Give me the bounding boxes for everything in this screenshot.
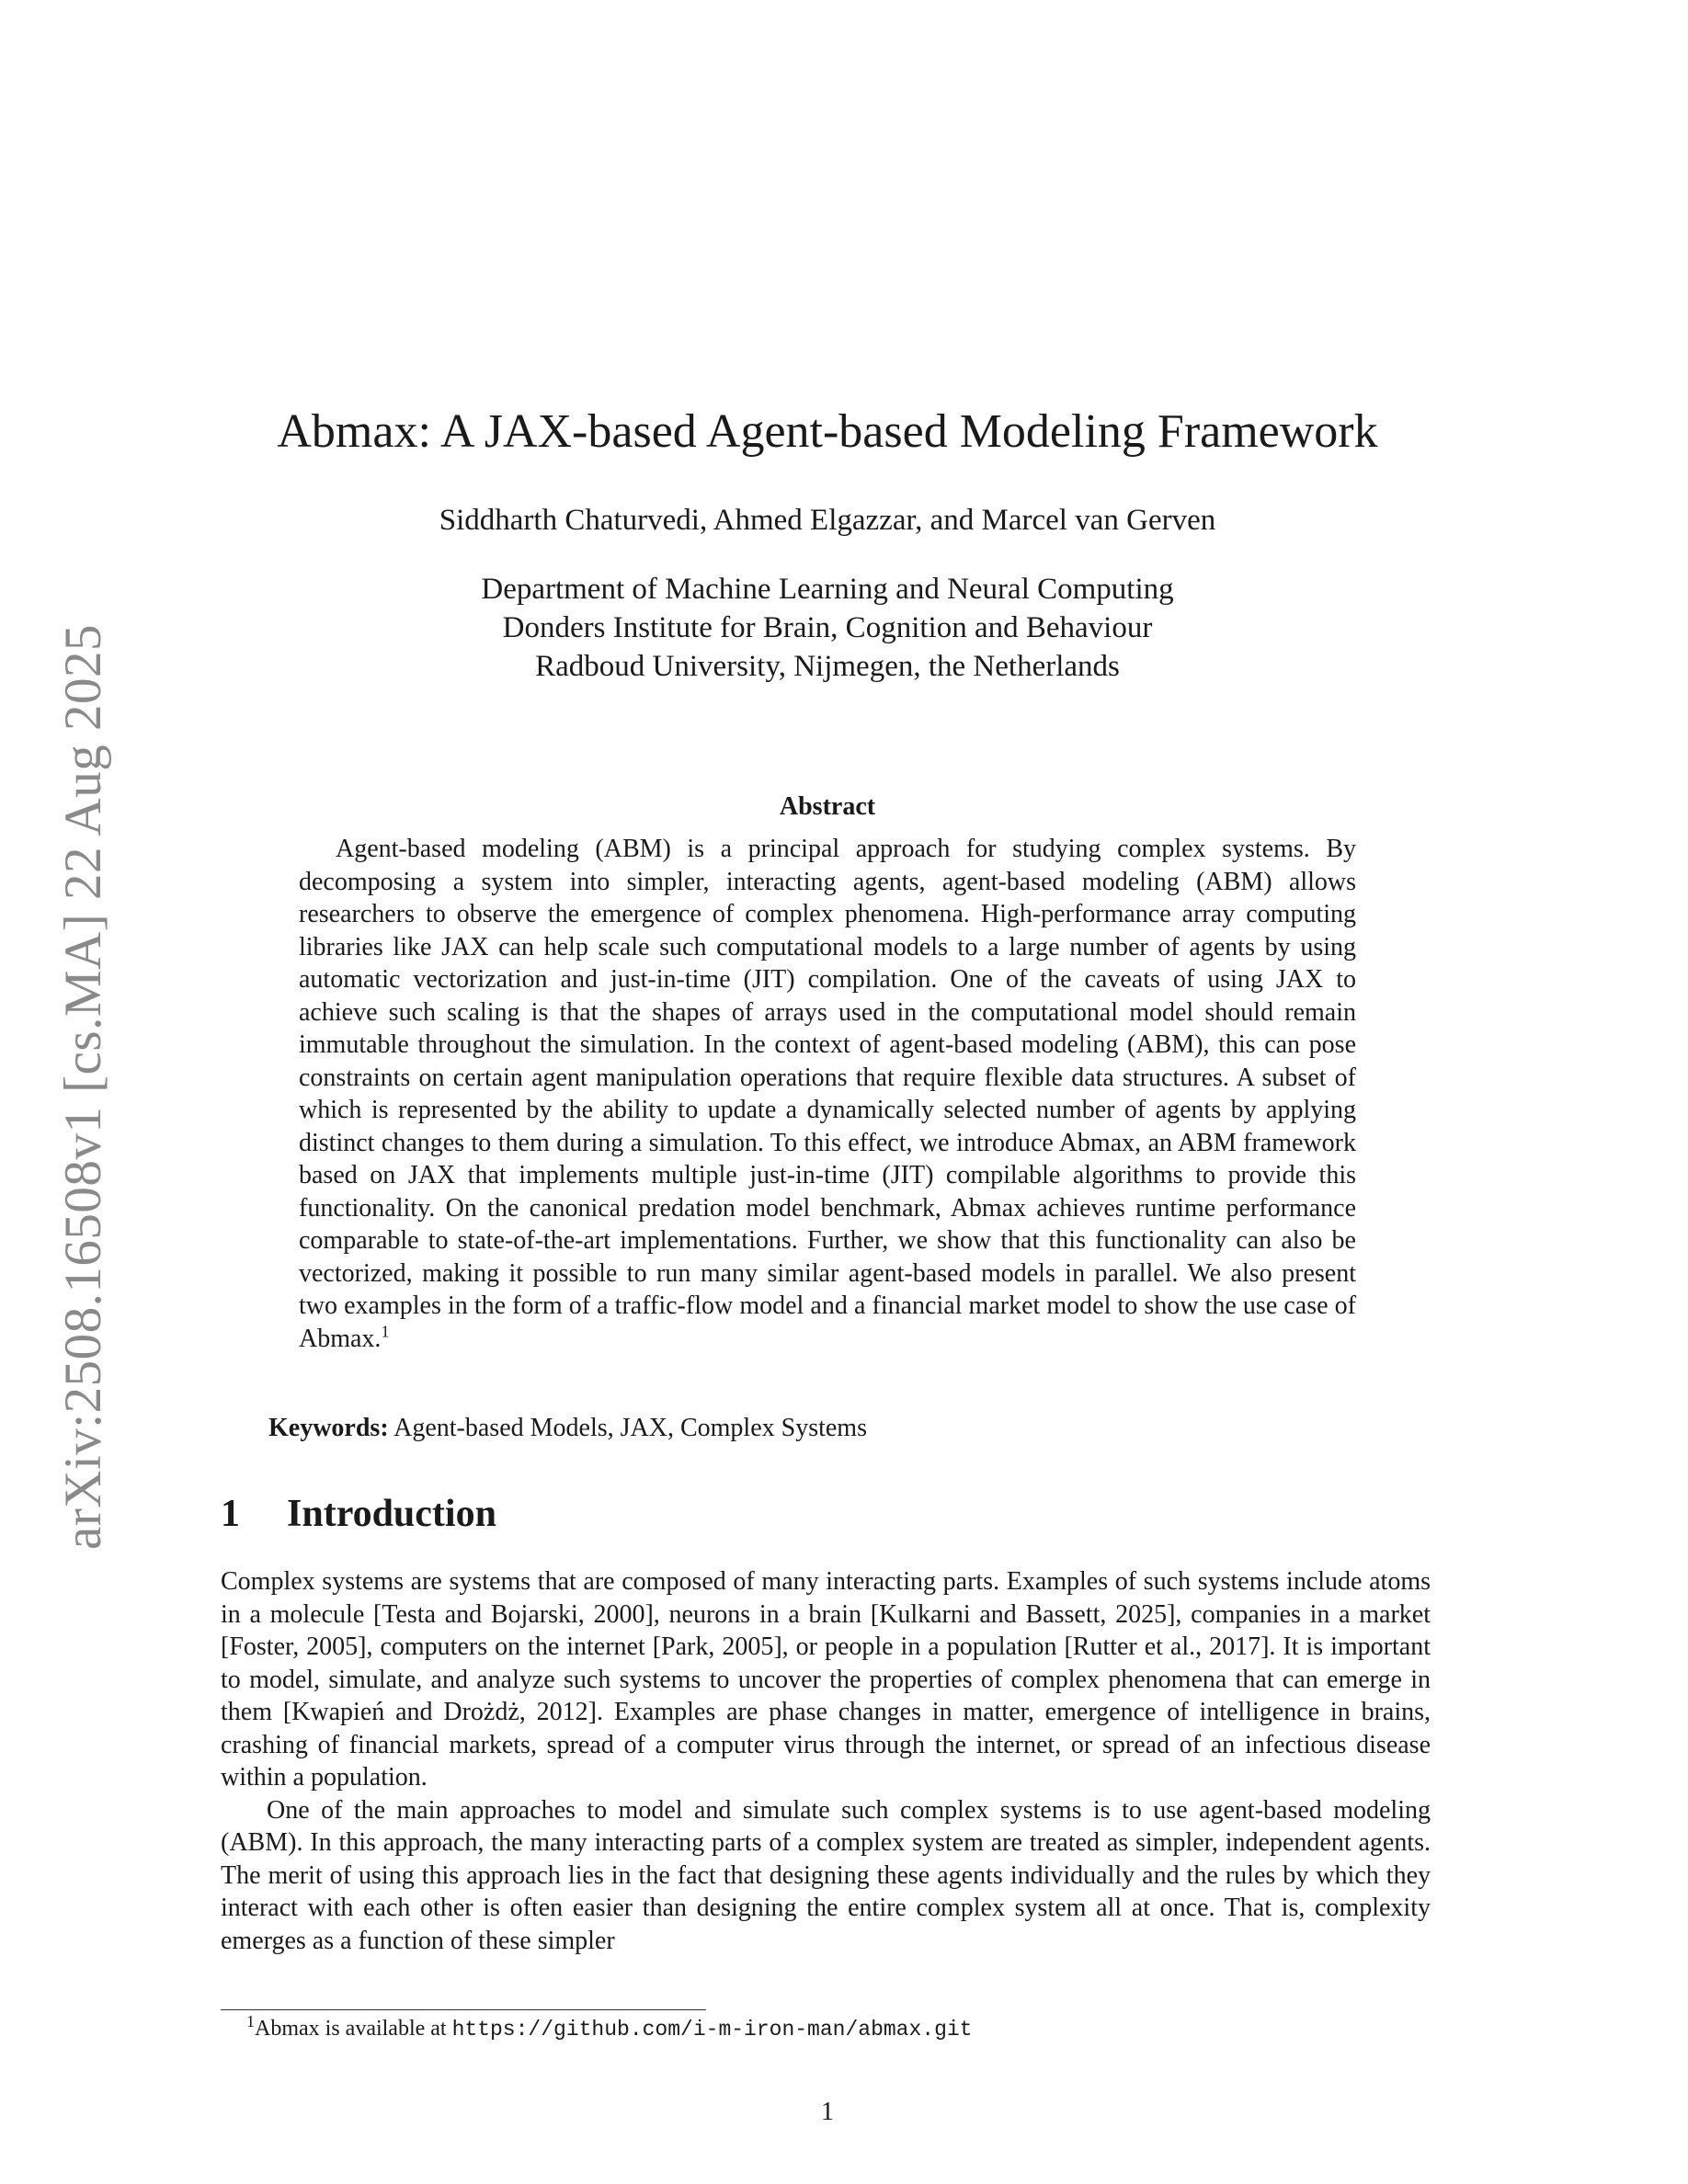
- arxiv-sidebar-stamp: [55, 593, 110, 1581]
- footnote-number: 1: [246, 2012, 255, 2030]
- footnote-rule: [221, 2009, 706, 2010]
- keywords-label: Keywords:: [268, 1414, 389, 1442]
- author-list: Siddharth Chaturvedi, Ahmed Elgazzar, and Marcel van Gerven: [439, 504, 1216, 537]
- page-number: 1: [821, 2098, 834, 2126]
- section-title: Introduction: [287, 1493, 496, 1535]
- footnote: [246, 2012, 973, 2042]
- paper-title: Abmax: A JAX-based Agent-based Modeling Framework: [277, 405, 1378, 458]
- repository-link[interactable]: https://github.com/i-m-iron-man/abmax.git: [451, 2018, 973, 2042]
- abstract-body: Agent-based modeling (ABM) is a principal approach for studying complex systems. By decomposing a system into simpler, interacting agents, agent-based modeling (ABM) allows researchers to observe the emergence of complex phenomena. High-performance array computing libraries like JAX can help scale such computational models to a large number of agents by using automatic vectorization and just-in-time (JIT) compilation. One of the caveats of using JAX to achieve such scaling is that the shapes of arrays used in the computational model should remain immutable throughout the simulation. In the context of agent-based modeling (ABM), this can pose constraints on certain agent manipulation operations that require flexible data structures. A subset of which is represented by the ability to update a dynamically selected number of agents by applying distinct changes to them during a simulation. To this effect, we introduce Abmax, an ABM framework based on JAX that implements multiple just-in-time (JIT) compilable algorithms to provide this functionality. On the canonical predation model benchmark, Abmax achieves runtime performance comparable to state-of-the-art implementations. Further, we show that this functionality can also be vectorized, making it possible to run many similar agent-based models in parallel. We also present two examples in the form of a traffic-flow model and a financial market model to show the use case of Abmax.: [299, 835, 1356, 1353]
- keywords-line: [268, 1414, 867, 1443]
- arxiv-identifier: arXiv:2508.16508v1 [cs.MA] 22 Aug 2025: [53, 624, 112, 1550]
- abstract-heading: Abstract: [779, 792, 876, 821]
- section-number: 1: [221, 1493, 240, 1535]
- abstract-text: [299, 833, 1356, 1355]
- footnote-text: Abmax is available at: [255, 2017, 452, 2041]
- affiliation-line: Department of Machine Learning and Neural Computing: [481, 573, 1174, 606]
- body-paragraph: Complex systems are systems that are composed of many interacting parts. Examples of such systems include atoms in a molecule [Testa and Bojarski, 2000], neurons in a brain [Kulkarni and Bassett, 2025], companies in a market [Foster, 2005], computers on the internet [Park, 2005], or people in a population [Rutter et al., 2017]. It is important to model, simulate, and analyze such systems to uncover the properties of complex phenomena that can emerge in them [Kwapień and Drożdż, 2012]. Examples are phase changes in matter, emergence of intelligence in brains, crashing of financial markets, spread of a computer virus through the internet, or spread of an infectious disease within a population.: [221, 1567, 1431, 1792]
- body-paragraph: One of the main approaches to model and simulate such complex systems is to use agent-based modeling (ABM). In this approach, the many interacting parts of a complex system are treated as simpler, independent agents. The merit of using this approach lies in the fact that designing these agents individually and the rules by which they interact with each other is often easier than designing the entire complex system all at once. That is, complexity emerges as a function of these simpler: [221, 1795, 1431, 1955]
- affiliation-line: Donders Institute for Brain, Cognition and Behaviour: [502, 611, 1153, 644]
- footnote-marker[interactable]: 1: [381, 1322, 390, 1341]
- keywords-text: Agent-based Models, JAX, Complex Systems: [393, 1414, 867, 1442]
- section-heading: [221, 1492, 496, 1536]
- affiliation-block: [0, 570, 1655, 686]
- affiliation-line: Radboud University, Nijmegen, the Netherlands: [535, 650, 1120, 683]
- section-body: [221, 1565, 1431, 1957]
